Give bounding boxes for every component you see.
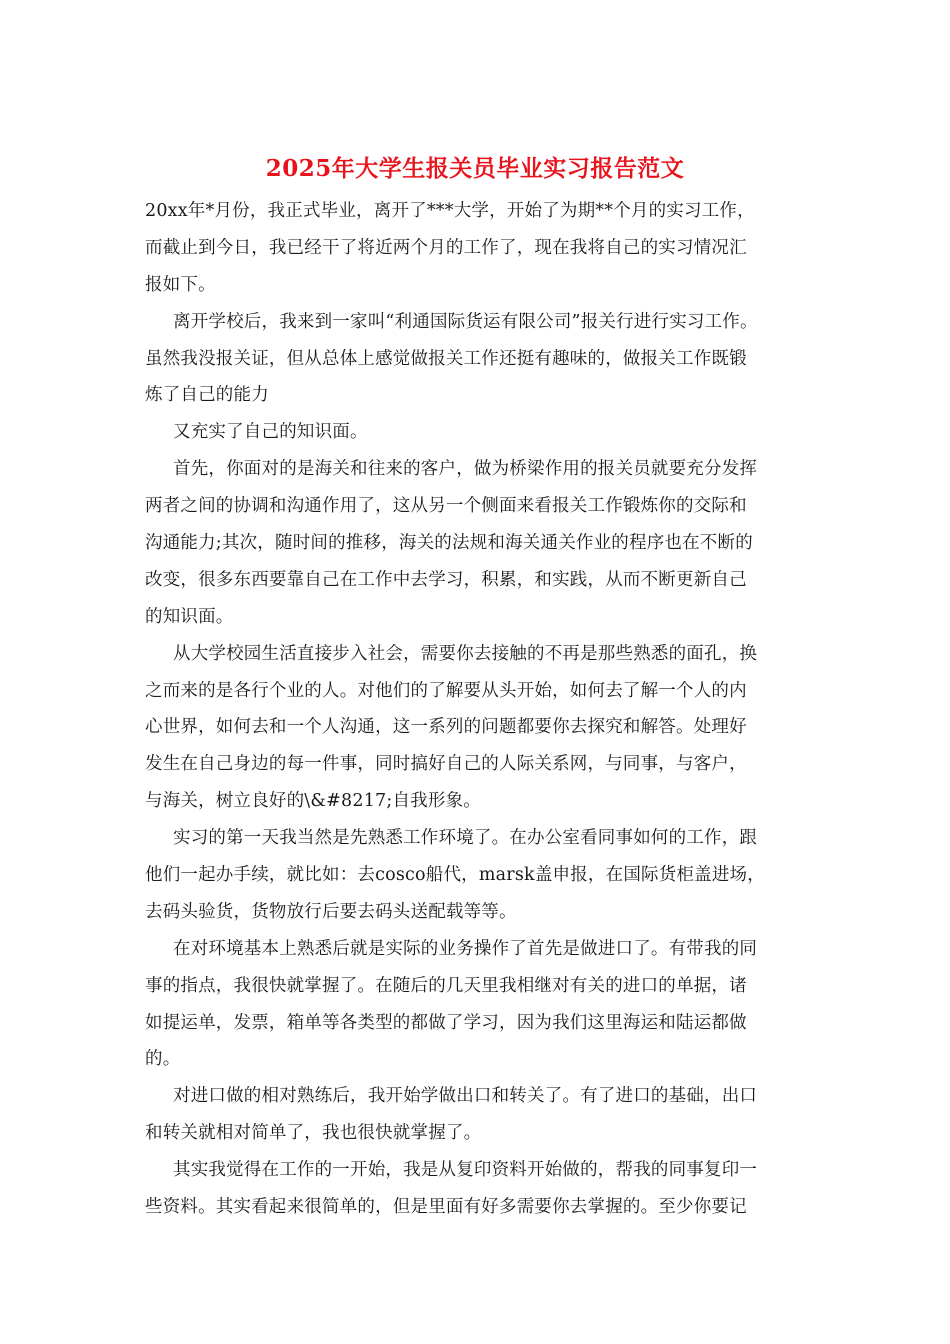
- text-line: 对进口做的相对熟练后，我开始学做出口和转关了。有了进口的基础，出口: [173, 1086, 758, 1107]
- text-line: 在对环境基本上熟悉后就是实际的业务操作了首先是做进口了。有带我的同: [173, 938, 758, 959]
- text-line: 从大学校园生活直接步入社会，需要你去接触的不再是那些熟悉的面孔，换: [173, 643, 758, 664]
- text-line: 之而来的是各行个业的人。对他们的了解要从头开始，如何去了解一个人的内: [145, 680, 747, 701]
- text-line: 去码头验货，货物放行后要去码头送配载等等。: [145, 901, 517, 922]
- text-line: 其实我觉得在工作的一开始，我是从复印资料开始做的，帮我的同事复印一: [173, 1160, 758, 1181]
- text-line: 心世界，如何去和一个人沟通，这一系列的问题都要你去探究和解答。处理好: [145, 717, 747, 738]
- text-line: 改变，很多东西要靠自己在工作中去学习，积累，和实践，从而不断更新自己: [145, 569, 747, 590]
- document-body: [145, 193, 825, 1226]
- text-line: 而截止到今日，我已经干了将近两个月的工作了，现在我将自己的实习情况汇: [145, 237, 747, 258]
- text-line: 虽然我没报关证，但从总体上感觉做报关工作还挺有趣味的，做报关工作既锻: [145, 348, 747, 369]
- text-line: 事的指点，我很快就掌握了。在随后的几天里我相继对有关的进口的单据，诸: [145, 975, 747, 996]
- text-line: 又充实了自己的知识面。: [173, 422, 368, 443]
- text-line: 离开学校后，我来到一家叫“利通国际货运有限公司”报关行进行实习工作。: [173, 311, 758, 332]
- text-line: 发生在自己身边的每一件事，同时搞好自己的人际关系网，与同事，与客户，: [145, 754, 747, 775]
- text-line: 20xx年*月份，我正式毕业，离开了***大学，开始了为期**个月的实习工作，: [145, 201, 755, 221]
- text-line: 些资料。其实看起来很简单的，但是里面有好多需要你去掌握的。至少你要记: [145, 1197, 747, 1218]
- text-line: 如提运单，发票，箱单等各类型的都做了学习，因为我们这里海运和陆运都做: [145, 1012, 747, 1033]
- text-line: 他们一起办手续，就比如：去cosco船代，marsk盖申报，在国际货柜盖进场，: [145, 865, 765, 886]
- text-line: 与海关，树立良好的\&#8217;自我形象。: [145, 791, 481, 812]
- text-line: 报如下。: [145, 274, 216, 295]
- text-line: 的知识面。: [145, 606, 234, 627]
- text-line: 的。: [145, 1049, 181, 1070]
- document-title: 2025年大学生报关员毕业实习报告范文: [265, 155, 685, 182]
- text-line: 两者之间的协调和沟通作用了，这从另一个侧面来看报关工作锻炼你的交际和: [145, 496, 747, 517]
- text-line: 炼了自己的能力: [145, 385, 269, 406]
- text-line: 实习的第一天我当然是先熟悉工作环境了。在办公室看同事如何的工作，跟: [173, 828, 758, 849]
- text-line: 沟通能力;其次，随时间的推移，海关的法规和海关通关作业的程序也在不断的: [145, 533, 753, 554]
- text-line: 和转关就相对简单了，我也很快就掌握了。: [145, 1123, 482, 1144]
- text-line: 首先，你面对的是海关和往来的客户，做为桥梁作用的报关员就要充分发挥: [173, 459, 758, 480]
